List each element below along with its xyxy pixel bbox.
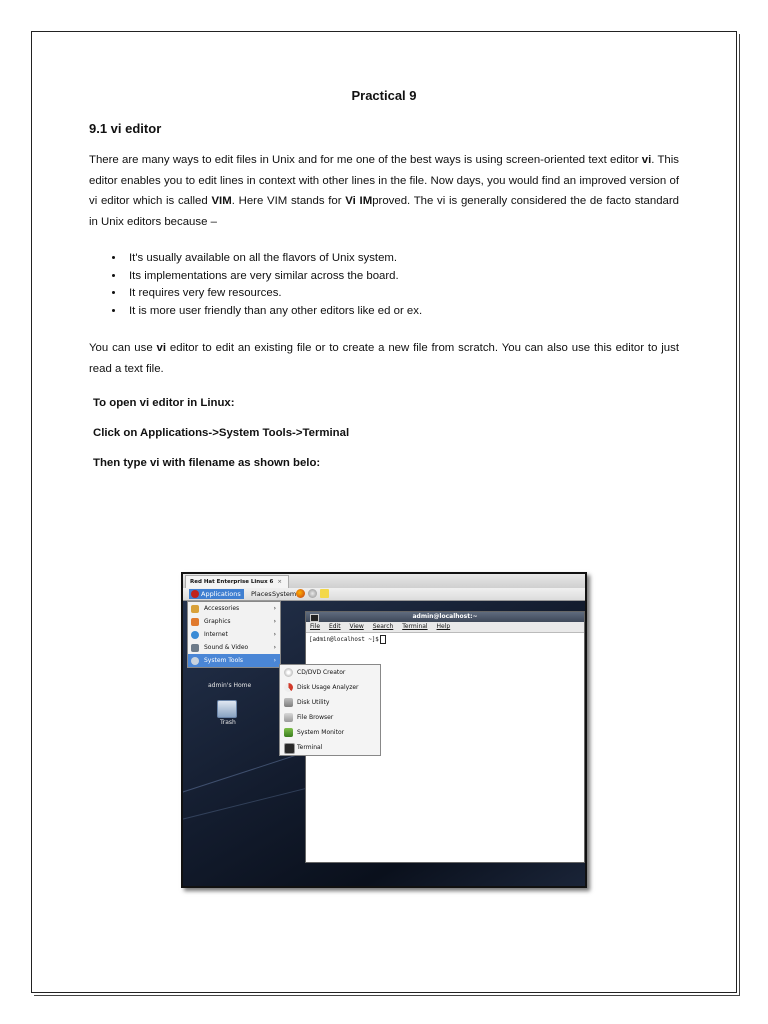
chevron-right-icon: › — [273, 644, 276, 651]
intro_paragraph-run: . This editor enables you to edit lines in context with other lines in the file. Now days, you would find an improved version of vi editor which is called — [89, 154, 679, 207]
step-click-terminal: Click on Applications->System Tools->Terminal — [93, 427, 350, 439]
menu-item-graphics[interactable] — [188, 615, 280, 628]
menu-item-label: Graphics — [204, 618, 231, 625]
disk-utility-icon — [284, 698, 293, 707]
submenu-item-label: Disk Utility — [297, 699, 330, 706]
submenu-item-label: System Monitor — [297, 729, 345, 736]
system-menu-button[interactable]: System — [272, 590, 297, 598]
terminal-icon — [284, 743, 295, 754]
places-menu-button[interactable]: Places — [251, 590, 272, 598]
intro_paragraph-run: Vi IM — [345, 195, 373, 207]
applications-label: Applications — [201, 590, 241, 598]
accessories-icon — [191, 605, 199, 613]
trash-label[interactable]: Trash — [220, 719, 236, 726]
usage_paragraph-run: You can use — [89, 342, 157, 354]
graphics-icon — [191, 618, 199, 626]
sound-video-icon — [191, 644, 199, 652]
document-title: Practical 9 — [351, 88, 417, 103]
settings-icon[interactable] — [308, 589, 317, 598]
applications-menu-button[interactable] — [189, 589, 244, 599]
list-item: • It requires very few resources. — [125, 285, 679, 303]
terminal-menubar — [306, 622, 584, 633]
firefox-icon[interactable] — [296, 589, 305, 598]
desktop-screenshot — [181, 572, 587, 888]
terminal-menu-edit[interactable]: Edit — [328, 623, 341, 630]
terminal-titlebar[interactable] — [306, 612, 584, 622]
chevron-right-icon: › — [273, 605, 276, 612]
document-content — [89, 88, 679, 487]
close-icon[interactable]: × — [277, 579, 282, 585]
step-open-vi: To open vi editor in Linux: — [93, 397, 235, 409]
usage_paragraph-run: vi — [156, 342, 167, 354]
submenu-item-label: CD/DVD Creator — [297, 669, 346, 676]
step-type-vi: Then type vi with filename as shown belo: — [93, 457, 321, 469]
terminal-menu-help[interactable]: Help — [436, 623, 451, 630]
chevron-right-icon: › — [273, 657, 276, 664]
menu-item-sound-video[interactable] — [188, 641, 280, 654]
intro_paragraph-run: VIM — [211, 195, 232, 207]
vm-tab-title: Red Hat Enterprise Linux 6 — [190, 579, 274, 585]
menu-item-label: System Tools — [204, 657, 244, 664]
intro_paragraph-run: vi — [641, 154, 652, 166]
submenu-item-label: Terminal — [297, 744, 323, 751]
menu-item-label: Accessories — [204, 605, 240, 612]
cd-dvd-icon — [284, 668, 293, 677]
chevron-right-icon: › — [273, 631, 276, 638]
system-tools-icon — [191, 657, 199, 665]
trash-icon[interactable] — [217, 700, 237, 718]
panel-launchers — [296, 589, 332, 599]
notes-icon[interactable] — [320, 589, 329, 598]
file-browser-icon — [284, 713, 293, 722]
system-monitor-icon — [284, 728, 293, 737]
text-cursor — [380, 635, 386, 644]
menu-item-label: Internet — [204, 631, 228, 638]
terminal-output[interactable] — [306, 633, 584, 646]
home-folder-label[interactable]: admin's Home — [208, 682, 252, 689]
terminal-prompt: [admin@localhost ~]$ — [309, 637, 379, 643]
submenu-item-disk-usage-analyzer[interactable] — [280, 680, 380, 695]
terminal-menu-search[interactable]: Search — [372, 623, 394, 630]
terminal-title: admin@localhost:~ — [412, 613, 478, 620]
reasons-list — [89, 250, 679, 320]
section-heading: 9.1 vi editor — [89, 121, 162, 136]
intro_paragraph-run: There are many ways to edit files in Unix and for me one of the best ways is using screen-oriented text editor — [89, 154, 642, 166]
disk-usage-icon — [284, 683, 293, 692]
list-item: • Its implementations are very similar across the board. — [125, 268, 679, 286]
menu-item-internet[interactable] — [188, 628, 280, 641]
intro_paragraph-run: proved. The vi is generally considered the de facto standard in Unix editors because – — [89, 195, 680, 228]
submenu-item-label: File Browser — [297, 714, 334, 721]
redhat-icon — [191, 590, 199, 598]
system-tools-submenu — [279, 664, 381, 756]
menu-item-system-tools[interactable] — [188, 654, 280, 667]
list-item: • It's usually available on all the flavors of Unix system. — [125, 250, 679, 268]
usage-paragraph — [89, 338, 679, 379]
menu-item-label: Sound & Video — [204, 644, 249, 651]
submenu-item-system-monitor[interactable] — [280, 725, 380, 740]
list-item: • It is more user friendly than any other editors like ed or ex. — [125, 303, 679, 321]
terminal-menu-view[interactable]: View — [349, 623, 364, 630]
vm-tab[interactable] — [185, 575, 289, 588]
menu-item-accessories[interactable] — [188, 602, 280, 615]
submenu-item-cd-dvd-creator[interactable] — [280, 665, 380, 680]
internet-icon — [191, 631, 199, 639]
submenu-item-disk-utility[interactable] — [280, 695, 380, 710]
intro-paragraph — [89, 150, 679, 232]
terminal-menu-file[interactable]: File — [310, 623, 321, 630]
terminal-icon — [310, 614, 319, 622]
submenu-item-file-browser[interactable] — [280, 710, 380, 725]
chevron-right-icon: › — [273, 618, 276, 625]
usage_paragraph-run: editor to edit an existing file or to create a new file from scratch. You can also use this editor to just read a text file. — [89, 342, 680, 375]
submenu-item-terminal[interactable] — [280, 740, 380, 755]
terminal-menu-terminal[interactable]: Terminal — [402, 623, 428, 630]
intro_paragraph-run: . Here VIM stands for — [231, 195, 346, 207]
applications-dropdown — [187, 601, 281, 668]
submenu-item-label: Disk Usage Analyzer — [297, 684, 359, 691]
